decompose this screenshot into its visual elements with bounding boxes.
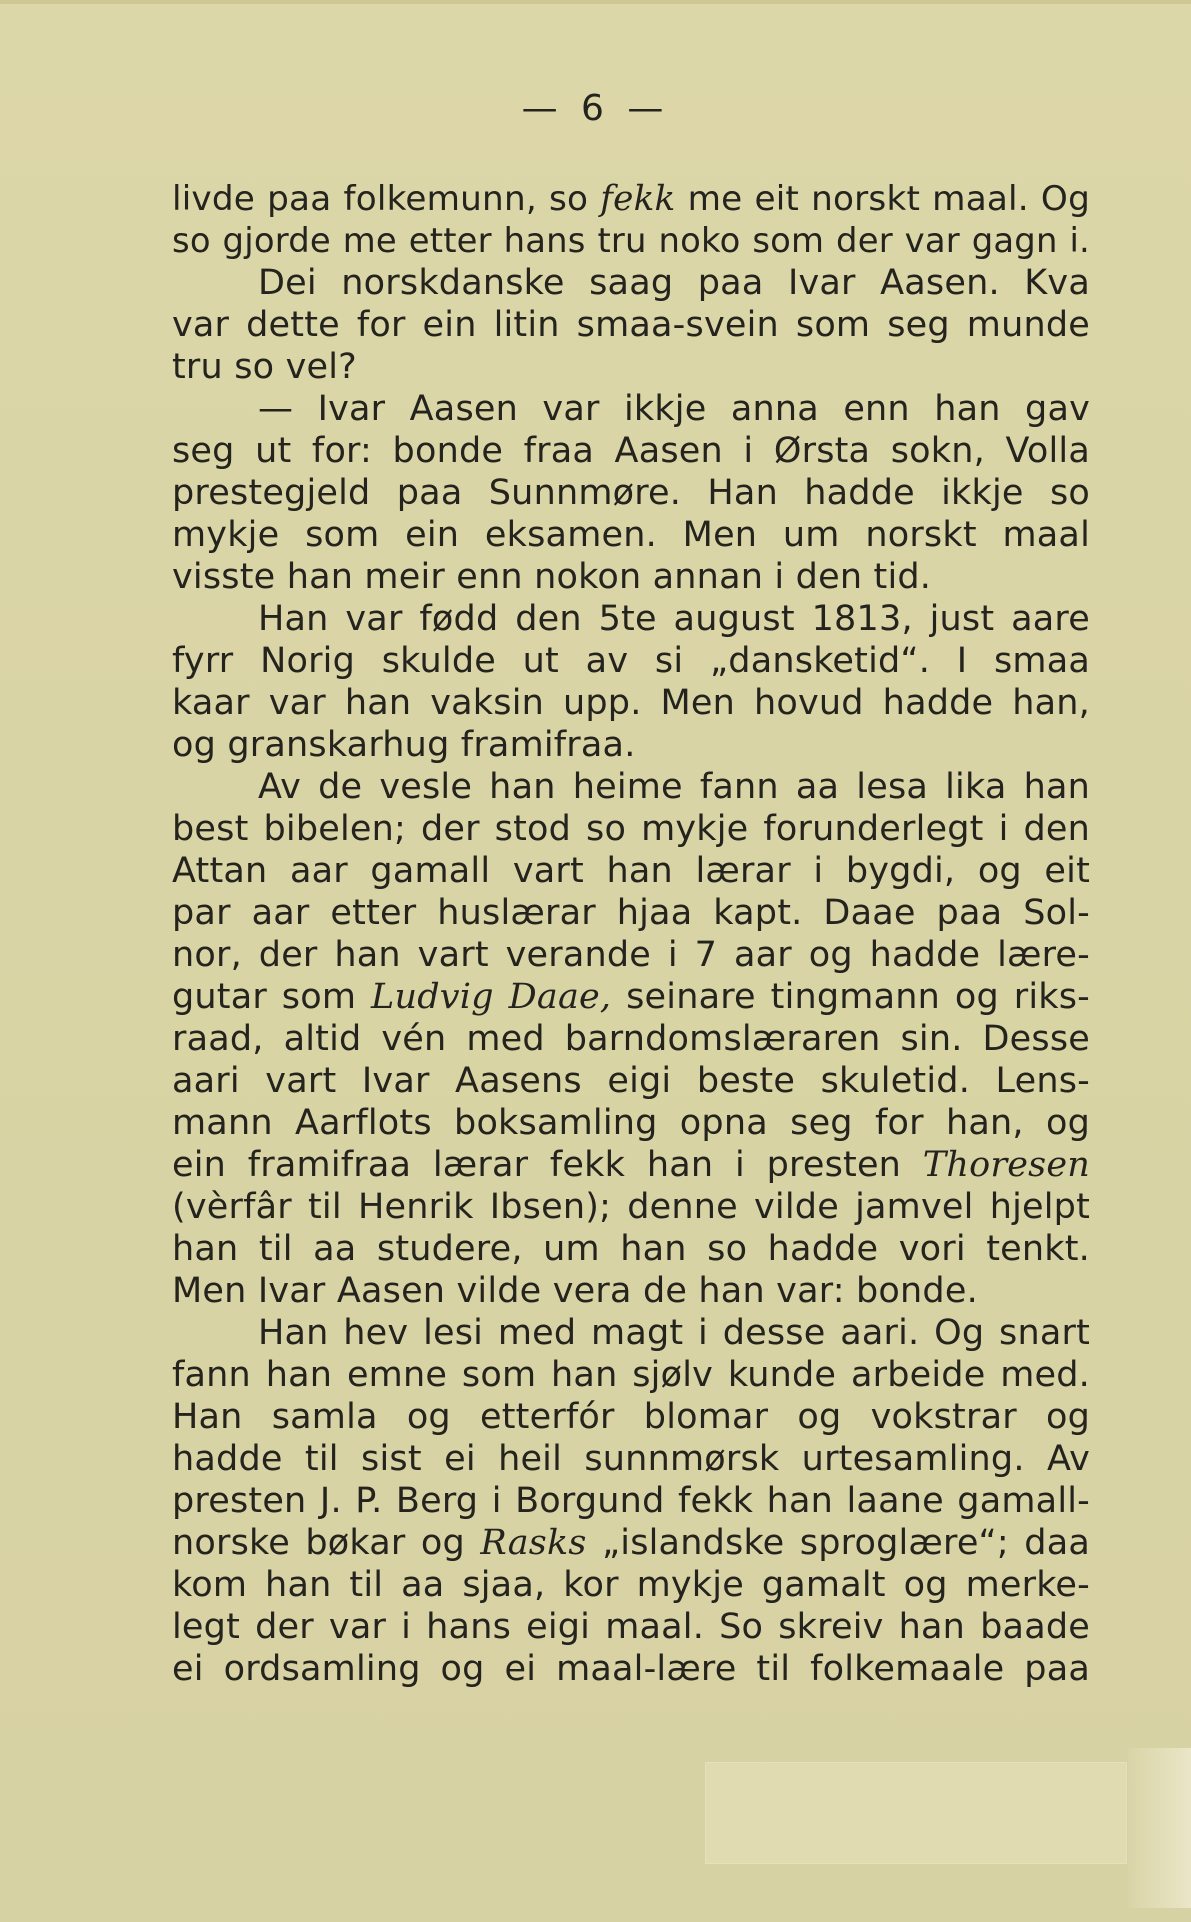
text-run: prestegjeld paa Sunnmøre. Han hadde ikkje so — [172, 473, 1090, 513]
text-run: kom han til aa sjaa, kor mykje gamalt og merke- — [172, 1565, 1090, 1605]
text-line — [172, 598, 1090, 640]
text-line — [172, 220, 1090, 262]
text-run: me eit norskt maal. Og — [675, 179, 1090, 219]
text-line — [172, 1144, 1090, 1186]
text-line — [172, 1396, 1090, 1438]
text-line — [172, 178, 1090, 220]
text-run: Attan aar gamall vart han lærar i bygdi, og eit — [172, 851, 1090, 891]
text-line — [172, 1228, 1090, 1270]
text-run: best bibelen; der stod so mykje forunderlegt i den — [172, 809, 1090, 849]
text-line — [172, 1186, 1090, 1228]
text-line — [172, 388, 1090, 430]
text-line — [172, 1564, 1090, 1606]
text-run: so gjorde me etter hans tru noko som der var gagn i. — [172, 221, 1090, 260]
text-run: kaar var han vaksin upp. Men hovud hadde han, — [172, 683, 1090, 723]
text-run: og granskarhug framifraa. — [172, 725, 636, 765]
text-line — [172, 724, 1090, 766]
text-run: mykje som ein eksamen. Men um norskt maal — [172, 515, 1090, 555]
text-run: visste han meir enn nokon annan i den tid. — [172, 557, 932, 597]
text-run: ein framifraa lærar fekk han i presten — [172, 1145, 923, 1185]
text-line — [172, 1354, 1090, 1396]
paper-stain — [705, 1762, 1127, 1864]
page-top-edge — [0, 0, 1191, 4]
text-run: fann han emne som han sjølv kunde arbeide med. — [172, 1355, 1090, 1395]
text-line — [172, 346, 1090, 388]
text-line — [172, 640, 1090, 682]
text-run: Han samla og etterfór blomar og vokstrar og — [172, 1397, 1090, 1437]
text-line — [172, 892, 1090, 934]
text-line — [172, 472, 1090, 514]
paper-edge-stain — [1128, 1748, 1191, 1908]
text-run: norske bøkar og — [172, 1523, 481, 1563]
text-line — [172, 766, 1090, 808]
body-text — [172, 178, 1090, 1690]
text-line — [172, 1102, 1090, 1144]
text-run: ei ordsamling og ei maal-lære til folkemaale paa — [172, 1649, 1090, 1689]
text-run: Men Ivar Aasen vilde vera de han var: bonde. — [172, 1271, 978, 1311]
text-run: mann Aarflots boksamling opna seg for han, og — [172, 1103, 1090, 1143]
text-line — [172, 514, 1090, 556]
text-line — [172, 556, 1090, 598]
text-run: Av de vesle han heime fann aa lesa lika han — [258, 767, 1090, 807]
text-line — [172, 1018, 1090, 1060]
text-run: gutar som — [172, 977, 372, 1017]
text-run: fyrr Norig skulde ut av si „dansketid“. I smaa — [172, 641, 1090, 681]
text-line — [172, 976, 1090, 1018]
text-run: livde paa folkemunn, so — [172, 179, 601, 219]
text-line — [172, 934, 1090, 976]
text-run: presten J. P. Berg i Borgund fekk han laane gamall- — [172, 1481, 1090, 1521]
text-line — [172, 808, 1090, 850]
text-line — [172, 1480, 1090, 1522]
text-run: nor, der han vart verande i 7 aar og hadde lære- — [172, 935, 1090, 975]
text-line — [172, 682, 1090, 724]
text-run: (vèrfâr til Henrik Ibsen); denne vilde jamvel hjelpt — [172, 1187, 1090, 1227]
page-number: — 6 — — [521, 88, 670, 129]
italic-text: Rasks — [480, 1523, 587, 1563]
text-line — [172, 1606, 1090, 1648]
italic-text: fekk — [600, 179, 676, 219]
text-line — [172, 1060, 1090, 1102]
text-line — [172, 1522, 1090, 1564]
text-line — [172, 1312, 1090, 1354]
text-line — [172, 304, 1090, 346]
text-run: var dette for ein litin smaa-svein som seg munde — [172, 305, 1090, 345]
text-run: han til aa studere, um han so hadde vori tenkt. — [172, 1229, 1090, 1269]
text-line — [172, 1648, 1090, 1690]
italic-text: Ludvig Daae, — [371, 977, 612, 1017]
text-run: hadde til sist ei heil sunnmørsk urtesamling. Av — [172, 1439, 1090, 1479]
text-run: „islandske sproglære“; daa — [586, 1523, 1091, 1563]
text-run: — Ivar Aasen var ikkje anna enn han gav — [258, 389, 1090, 429]
text-line — [172, 1270, 1090, 1312]
text-run: tru so vel? — [172, 347, 357, 387]
text-run: par aar etter huslærar hjaa kapt. Daae paa Sol- — [172, 893, 1090, 933]
text-line — [172, 430, 1090, 472]
italic-text: Thoresen — [922, 1145, 1090, 1185]
text-run: aari vart Ivar Aasens eigi beste skuletid. Lens- — [172, 1061, 1090, 1101]
text-run: Han var fødd den 5te august 1813, just aare — [258, 599, 1090, 639]
text-run: Dei norskdanske saag paa Ivar Aasen. Kva — [258, 263, 1090, 303]
text-run: raad, altid vén med barndomslæraren sin. Desse — [172, 1019, 1090, 1059]
text-run: seg ut for: bonde fraa Aasen i Ørsta sokn, Volla — [172, 431, 1090, 471]
text-line — [172, 262, 1090, 304]
text-line — [172, 1438, 1090, 1480]
text-line — [172, 850, 1090, 892]
text-run: legt der var i hans eigi maal. So skreiv han baade — [172, 1607, 1090, 1647]
text-run: Han hev lesi med magt i desse aari. Og snart — [258, 1313, 1090, 1353]
text-run: seinare tingmann og riks- — [611, 977, 1090, 1017]
